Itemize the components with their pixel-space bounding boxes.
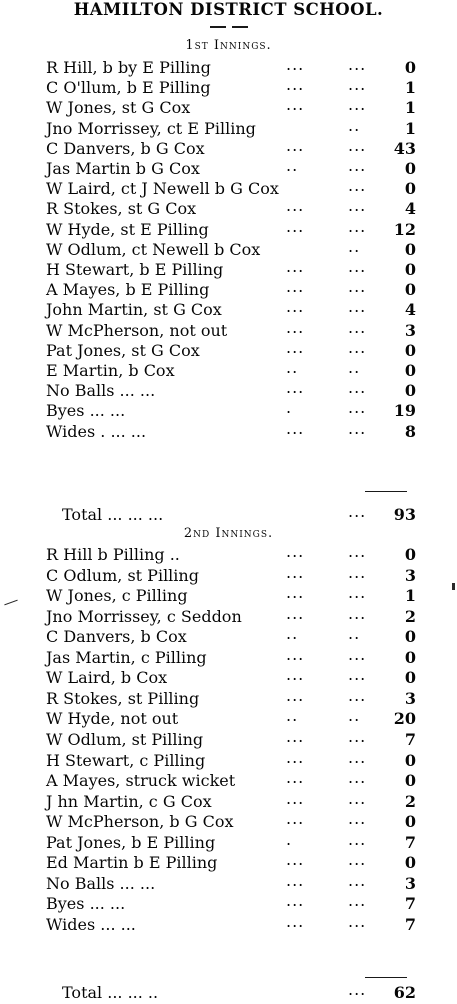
- leader-dots: ...: [348, 95, 367, 115]
- leader-dots: ...: [286, 277, 305, 297]
- runs-value: 0: [404, 260, 416, 279]
- runs-value: 0: [404, 280, 416, 300]
- leader-dots: ...: [348, 196, 367, 216]
- runs-value: 2: [404, 791, 416, 811]
- leader-dots: ...: [286, 418, 305, 438]
- batsman-entry: C Odlum, st Pilling: [46, 565, 199, 585]
- batsman-entry: John Martin, st G Cox: [46, 300, 222, 320]
- total-runs: 93: [393, 505, 416, 524]
- leader-dots: ...: [348, 317, 367, 337]
- runs-value: 1: [404, 98, 416, 118]
- batsman-entry: W Hyde, not out: [46, 709, 179, 729]
- runs-value: 0: [404, 381, 416, 401]
- batting-row: [46, 911, 416, 935]
- batsman-entry: W McPherson, b G Cox: [46, 812, 234, 832]
- total-rule: [365, 491, 407, 492]
- runs-value: 20: [393, 709, 416, 729]
- leader-dots: ..: [348, 624, 361, 644]
- batsman-entry: W Jones, st G Cox: [46, 98, 191, 118]
- title-dash-left: [210, 26, 226, 28]
- total-label: Total ... ... ..: [62, 983, 159, 1002]
- leader-dots: ...: [286, 644, 305, 664]
- batsman-entry: Wides ... ...: [46, 914, 136, 934]
- leader-dots: ...: [348, 297, 367, 317]
- batsman-entry: Pat Jones, b E Pilling: [46, 832, 216, 852]
- runs-value: 3: [404, 565, 416, 585]
- runs-value: 3: [404, 320, 416, 340]
- batsman-entry: W Laird, ct J Newell b G Cox: [46, 179, 279, 199]
- leader-dots: ..: [286, 624, 299, 644]
- leader-dots: ...: [286, 726, 305, 746]
- runs-value: 0: [404, 179, 416, 199]
- total-runs: 62: [393, 983, 416, 1002]
- leader-dots: ...: [286, 562, 305, 582]
- leader-dots: ...: [286, 809, 305, 829]
- batsman-entry: Byes ... ...: [46, 401, 126, 421]
- runs-value: 8: [404, 421, 416, 441]
- runs-value: 0: [404, 545, 416, 564]
- leader-dots: ...: [348, 156, 367, 175]
- innings-heading: 1st Innings.: [185, 38, 272, 53]
- leader-dots: ...: [286, 95, 305, 115]
- leader-dots: ...: [348, 398, 367, 418]
- leader-dots: ..: [286, 156, 299, 175]
- leader-dots: ...: [286, 542, 305, 561]
- leader-dots: ...: [348, 277, 367, 297]
- runs-value: 0: [404, 159, 416, 178]
- total-row: [46, 502, 416, 525]
- runs-value: 0: [404, 771, 416, 791]
- leader-dots: ...: [348, 603, 367, 623]
- leader-dots: ...: [348, 55, 367, 74]
- leader-dots: ...: [286, 911, 305, 931]
- leader-dots: ...: [286, 665, 305, 685]
- leader-dots: ..: [348, 115, 361, 135]
- leader-dots: .: [286, 398, 293, 418]
- leader-dots: ...: [348, 788, 367, 808]
- runs-value: 7: [404, 894, 416, 914]
- runs-value: 7: [404, 729, 416, 749]
- runs-value: 0: [404, 853, 416, 873]
- runs-value: 0: [404, 627, 416, 647]
- runs-value: 1: [404, 586, 416, 606]
- leader-dots: ..: [348, 358, 361, 377]
- runs-value: 4: [404, 199, 416, 219]
- runs-value: 0: [404, 812, 416, 832]
- leader-dots: ...: [348, 216, 367, 236]
- batsman-entry: No Balls ... ...: [46, 381, 156, 401]
- batsman-entry: C O'llum, b E Pilling: [46, 78, 211, 98]
- batsman-entry: H Stewart, b E Pilling: [46, 260, 224, 279]
- leader-dots: ...: [286, 870, 305, 890]
- batsman-entry: R Hill, b by E Pilling: [46, 58, 211, 77]
- batsman-entry: C Danvers, b Cox: [46, 627, 187, 647]
- batting-row: [46, 685, 416, 709]
- runs-value: 0: [404, 58, 416, 77]
- leader-dots: ...: [348, 542, 367, 561]
- batsman-entry: W Odlum, ct Newell b Cox: [46, 239, 261, 259]
- batsman-entry: Byes ... ...: [46, 894, 126, 914]
- batsman-entry: Jas Martin b G Cox: [46, 159, 200, 178]
- leader-dots: ...: [286, 603, 305, 623]
- page-title: HAMILTON DISTRICT SCHOOL.: [73, 0, 384, 20]
- leader-dots: ...: [348, 747, 367, 767]
- leader-dots: ...: [286, 216, 305, 236]
- batsman-entry: H Stewart, c Pilling: [46, 750, 206, 770]
- leader-dots: ...: [286, 55, 305, 74]
- leader-dots: ..: [286, 706, 299, 726]
- leader-dots: ...: [286, 75, 305, 95]
- leader-dots: ...: [348, 768, 367, 788]
- leader-dots: ...: [286, 317, 305, 337]
- leader-dots: ...: [348, 891, 367, 911]
- batsman-entry: W Hyde, st E Pilling: [46, 219, 209, 239]
- leader-dots: ...: [286, 583, 305, 603]
- batting-row: [46, 603, 416, 627]
- leader-dots: ...: [286, 297, 305, 317]
- leader-dots: ..: [348, 706, 361, 726]
- leader-dots: ...: [348, 562, 367, 582]
- leader-dots: ...: [348, 176, 367, 196]
- innings-heading: 2nd Innings.: [183, 526, 274, 541]
- leader-dots: ...: [348, 870, 367, 890]
- leader-dots: ...: [348, 685, 367, 705]
- leader-dots: ...: [286, 788, 305, 808]
- batsman-entry: J hn Martin, c G Cox: [46, 791, 212, 811]
- leader-dots: ...: [348, 980, 367, 999]
- runs-value: 0: [404, 239, 416, 259]
- leader-dots: ...: [286, 891, 305, 911]
- leader-dots: ...: [286, 747, 305, 767]
- leader-dots: ...: [348, 644, 367, 664]
- leader-dots: ...: [348, 75, 367, 95]
- total-rule: [365, 977, 407, 978]
- batting-row: [46, 216, 416, 240]
- batsman-entry: Wides . ... ...: [46, 421, 147, 441]
- batsman-entry: Pat Jones, st G Cox: [46, 340, 200, 360]
- batsman-entry: Jas Martin, c Pilling: [46, 647, 207, 667]
- batsman-entry: A Mayes, b E Pilling: [46, 280, 210, 300]
- leader-dots: .: [286, 829, 293, 849]
- runs-value: 0: [404, 647, 416, 667]
- batsman-entry: A Mayes, struck wicket: [46, 771, 236, 791]
- leader-dots: ...: [348, 135, 367, 155]
- leader-dots: ...: [286, 685, 305, 705]
- runs-value: 12: [393, 219, 416, 239]
- runs-value: 0: [404, 750, 416, 770]
- batsman-entry: R Stokes, st G Cox: [46, 199, 197, 219]
- leader-dots: ...: [348, 257, 367, 276]
- leader-dots: ...: [286, 196, 305, 216]
- leader-dots: ...: [348, 726, 367, 746]
- leader-dots: ...: [348, 829, 367, 849]
- title-rule: [210, 26, 250, 30]
- runs-value: 1: [404, 78, 416, 98]
- leader-dots: ...: [286, 257, 305, 276]
- runs-value: 3: [404, 688, 416, 708]
- runs-value: 7: [404, 832, 416, 852]
- leader-dots: ...: [348, 337, 367, 357]
- leader-dots: ...: [286, 135, 305, 155]
- batsman-entry: W Laird, b Cox: [46, 668, 168, 688]
- runs-value: 1: [404, 118, 416, 138]
- leader-dots: ...: [348, 665, 367, 685]
- batsman-entry: W McPherson, not out: [46, 320, 228, 340]
- leader-dots: ...: [286, 378, 305, 398]
- total-label: Total ... ... ...: [62, 505, 164, 524]
- margin-stroke: [4, 600, 17, 606]
- batsman-entry: Ed Martin b E Pilling: [46, 853, 218, 873]
- batsman-entry: Jno Morrissey, c Seddon: [46, 606, 242, 626]
- batsman-entry: W Odlum, st Pilling: [46, 729, 204, 749]
- leader-dots: ...: [348, 502, 367, 521]
- runs-value: 7: [404, 914, 416, 934]
- batsman-entry: R Stokes, st Pilling: [46, 688, 200, 708]
- total-row: [46, 980, 416, 1003]
- leader-dots: ...: [348, 418, 367, 438]
- batting-row: [46, 418, 416, 442]
- runs-value: 2: [404, 606, 416, 626]
- batsman-entry: W Jones, c Pilling: [46, 586, 188, 606]
- runs-value: 19: [393, 401, 416, 421]
- batting-row: [46, 95, 416, 118]
- batsman-entry: C Danvers, b G Cox: [46, 138, 205, 158]
- leader-dots: ...: [348, 583, 367, 603]
- title-dash-right: [232, 26, 248, 28]
- leader-dots: ..: [348, 236, 361, 256]
- runs-value: 0: [404, 361, 416, 380]
- runs-value: 43: [393, 138, 416, 158]
- leader-dots: ...: [348, 911, 367, 931]
- leader-dots: ...: [348, 809, 367, 829]
- leader-dots: ...: [286, 337, 305, 357]
- runs-value: 3: [404, 873, 416, 893]
- runs-value: 0: [404, 668, 416, 688]
- leader-dots: ...: [348, 378, 367, 398]
- batsman-entry: R Hill b Pilling ..: [46, 545, 180, 564]
- margin-mark: [452, 583, 455, 590]
- batsman-entry: Jno Morrissey, ct E Pilling: [46, 118, 256, 138]
- runs-value: 4: [404, 300, 416, 320]
- batsman-entry: No Balls ... ...: [46, 873, 156, 893]
- leader-dots: ...: [286, 768, 305, 788]
- runs-value: 0: [404, 340, 416, 360]
- leader-dots: ..: [286, 358, 299, 377]
- batsman-entry: E Martin, b Cox: [46, 361, 175, 380]
- leader-dots: ...: [286, 850, 305, 870]
- batting-row: [46, 337, 416, 361]
- leader-dots: ...: [348, 850, 367, 870]
